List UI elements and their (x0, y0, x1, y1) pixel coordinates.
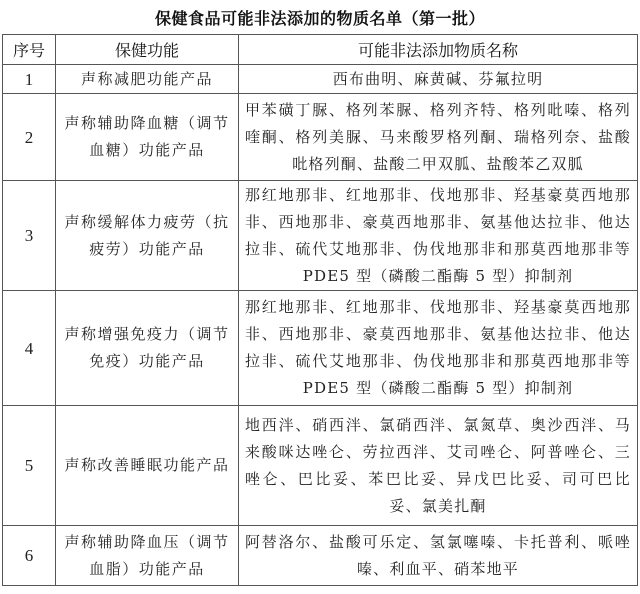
row-substances: 甲苯磺丁脲、格列苯脲、格列齐特、格列吡嗪、格列喹酮、格列美脲、马来酸罗格列酮、瑞格列奈、盐酸吡格列酮、盐酸二甲双胍、盐酸苯乙双胍 (239, 94, 638, 181)
row-index: 6 (3, 526, 56, 586)
row-index: 1 (3, 65, 56, 94)
row-index: 2 (3, 94, 56, 181)
row-function: 声称增强免疫力（调节免疫）功能产品 (56, 291, 239, 406)
table-row (3, 526, 638, 586)
table-row (3, 94, 638, 181)
substance-table (2, 34, 638, 586)
row-substances: 阿替洛尔、盐酸可乐定、氢氯噻嗪、卡托普利、哌唑嗪、利血平、硝苯地平 (239, 526, 638, 586)
row-function: 声称辅助降血压（调节血脂）功能产品 (56, 526, 239, 586)
table-row (3, 181, 638, 291)
header-index: 序号 (3, 35, 56, 65)
row-function: 声称缓解体力疲劳（抗疲劳）功能产品 (56, 181, 239, 291)
row-index: 5 (3, 406, 56, 526)
table-row (3, 65, 638, 94)
table-row (3, 406, 638, 526)
row-function: 声称减肥功能产品 (56, 65, 239, 94)
header-function: 保健功能 (56, 35, 239, 65)
table-header-row (3, 35, 638, 65)
row-substances: 那红地那非、红地那非、伐地那非、羟基豪莫西地那非、西地那非、豪莫西地那非、氨基他达拉非、他达拉非、硫代艾地那非、伪伐地那非和那莫西地那非等 PDE5 型（磷酸二酯酶 5 型）抑制剂 (239, 181, 638, 291)
row-function: 声称辅助降血糖（调节血糖）功能产品 (56, 94, 239, 181)
row-index: 4 (3, 291, 56, 406)
document-title: 保健食品可能非法添加的物质名单（第一批） (154, 9, 485, 28)
header-substances: 可能非法添加物质名称 (239, 35, 638, 65)
row-index: 3 (3, 181, 56, 291)
table-row (3, 291, 638, 406)
row-substances: 西布曲明、麻黄碱、芬氟拉明 (239, 65, 638, 94)
row-substances: 那红地那非、红地那非、伐地那非、羟基豪莫西地那非、西地那非、豪莫西地那非、氨基他达拉非、他达拉非、硫代艾地那非、伪伐地那非和那莫西地那非等 PDE5 型（磷酸二酯酶 5 型）抑制剂 (239, 291, 638, 406)
row-substances: 地西泮、硝西泮、氯硝西泮、氯氮草、奥沙西泮、马来酸咪达唑仑、劳拉西泮、艾司唑仑、阿普唑仑、三唑仑、巴比妥、苯巴比妥、异戊巴比妥、司可巴比妥、氯美扎酮 (239, 406, 638, 526)
row-function: 声称改善睡眠功能产品 (56, 406, 239, 526)
